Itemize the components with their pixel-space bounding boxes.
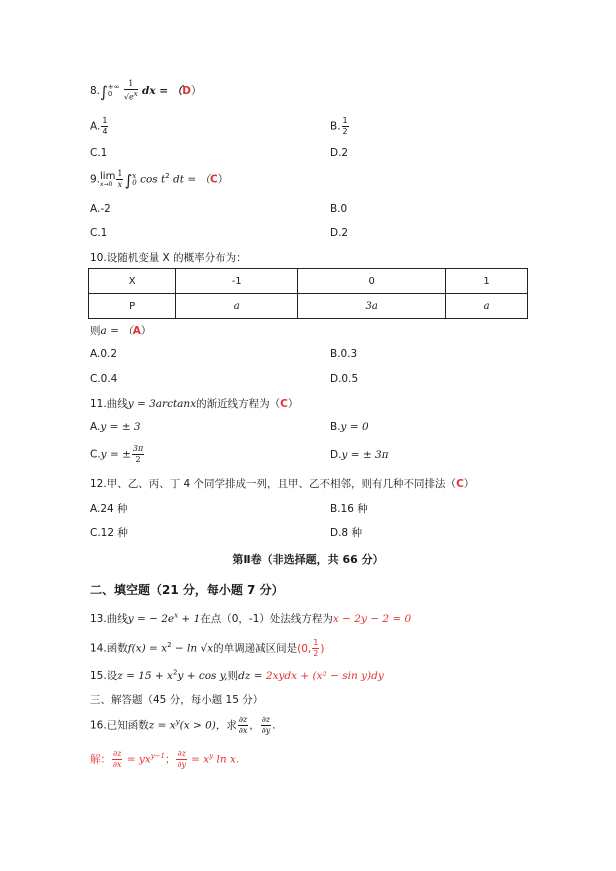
option-a: A.0.2 [90,348,118,360]
question-16: 16.已知函数$z = x^y(x > 0)$，求 $\frac{\partial z}{\partial x}$ ， $\frac{\partial z}{\partial y}$ . [90,715,276,735]
table-cell: a [446,294,528,319]
option-c: C.1 [90,227,108,239]
question-12: 12.甲、乙、丙、丁 4 个同学排成一列，且甲、乙不相邻，则有几种不同排法（C） [90,478,475,490]
probability-table [88,268,528,319]
option-b: B.16 种 [330,503,368,515]
answer-text: (0, $\frac{1}{2}$ ) [297,638,325,658]
table-cell: -1 [176,269,298,294]
question-11: 11.曲线y = 3arctanx的渐近线方程为（C） [90,398,299,410]
table-cell: 3a [298,294,446,319]
table-row [89,269,528,294]
table-cell: P [89,294,176,319]
option-d: D.2 [330,227,349,239]
question-stem: dx = （ [142,84,183,97]
option-d: D.0.5 [330,373,359,385]
option-c: C.0.4 [90,373,118,385]
section-heading: 二、填空题（21 分，每小题 7 分） [90,583,284,597]
answer-mark: C [280,398,288,410]
table-cell: 1 [446,269,528,294]
question-13: 13.曲线y = − $2e^x + 1$在点（0，-1）处法线方程为x − 2y − 2 = 0 [90,611,412,625]
option-b: B.0.3 [330,348,358,360]
answer-text: 2xydx + (x² − sin y)dy [265,670,384,682]
answer-mark: D [182,84,191,97]
option-a: A.y = ± 3 [90,421,141,433]
answer-text: x − 2y − 2 = 0 [332,613,412,625]
question-8: 8.∫ +∞ 0 $\frac{1}{√ex}$ dx = （D） [90,79,202,102]
section-heading: 三、解答题（45 分，每小题 15 分） [90,694,264,706]
solution: 解： $\frac{\partial z}{\partial x}$ = $yx^{y-1}$； $\frac{\partial z}{\partial y}$ = $x^y$ ln x. [90,749,240,769]
option-a: A.-2 [90,203,111,215]
answer-mark: C [456,478,464,490]
table-cell: 0 [298,269,446,294]
option-c: C.12 种 [90,527,128,539]
option-b: B.y = 0 [330,421,369,433]
option-b: B.0 [330,203,348,215]
option-c: C.y = ± $\frac{3\pi}{2}$ [90,444,144,464]
integral-limits: +∞ 0 [107,82,120,98]
limit-operator: lim x→0 [100,170,116,188]
option-b: B. $\frac{1}{2}$ [330,116,348,136]
question-9: 9. lim x→0 $\frac{1}{x}$ ∫ x 0 $\cos t^2$ dt = （C） [90,169,229,190]
question-number: 8. [90,84,101,97]
question-10: 10.设随机变量 X 的概率分布为： [90,252,247,264]
option-c: C.1 [90,147,108,159]
question-number: 9. [90,173,101,186]
integrand: cos t [140,173,166,186]
option-d: D.y = ± 3π [330,449,389,461]
answer-mark: C [209,173,218,186]
option-a: A. $\frac{1}{4}$ [90,116,108,136]
question-10-follow: 则a = （A） [90,325,152,337]
question-15: 15.设$z = 15 + x^2y + \cos y$,则dz = 2xydx + (x² − sin y)dy [90,668,384,682]
integral-sign: ∫ [124,171,133,190]
option-d: D.8 种 [330,527,362,539]
option-a: A.24 种 [90,503,128,515]
integrand-fraction: $\frac{1}{√ex}$ [123,79,138,102]
table-row [89,294,528,319]
table-cell: X [89,269,176,294]
option-d: D.2 [330,147,349,159]
table-cell: a [176,294,298,319]
integral-sign: ∫ [100,82,108,101]
part-title: 第Ⅱ卷（非选择题，共 66 分） [232,553,384,566]
answer-mark: A [132,325,141,337]
question-14: 14.函数$f(x) = x^2 - \ln √x$的单调递减区间是(0, $\frac{1}{2}$ ) [90,638,325,658]
